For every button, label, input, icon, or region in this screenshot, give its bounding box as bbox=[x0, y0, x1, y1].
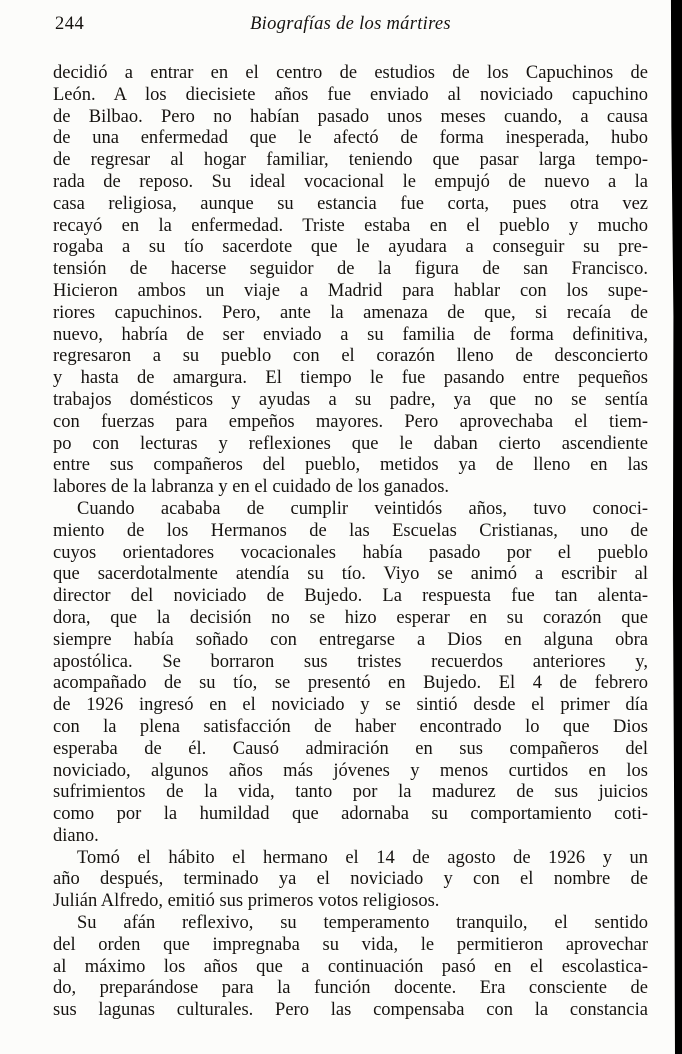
running-title: Biografías de los mártires bbox=[250, 14, 451, 34]
text-line: rada de reposo. Su ideal vocacional le empujó de nuevo a la bbox=[53, 171, 648, 192]
text-line: con la plena satisfacción de haber encontrado lo que Dios bbox=[53, 716, 648, 737]
text-line: de Bilbao. Pero no habían pasado unos meses cuando, a causa bbox=[53, 106, 648, 127]
text-line: que sacerdotalmente atendía su tío. Viyo se animó a escribir al bbox=[53, 564, 648, 585]
text-line: al máximo los años que a continuación pasó en el escolastica- bbox=[53, 956, 648, 977]
text-line: miento de los Hermanos de las Escuelas Cristianas, uno de bbox=[53, 520, 648, 541]
text-line: de una enfermedad que le afectó de forma inesperada, hubo bbox=[53, 128, 648, 149]
page-text bbox=[53, 63, 648, 1022]
text-line: riores capuchinos. Pero, ante la amenaza de que, si recaía de bbox=[53, 302, 648, 323]
text-line: como por la humildad que adornaba su comportamiento coti- bbox=[53, 804, 648, 825]
text-line: apostólica. Se borraron sus tristes recuerdos anteriores y, bbox=[53, 651, 648, 672]
text-line: trabajos domésticos y ayudas a su padre, ya que no se sentía bbox=[53, 389, 648, 410]
text-line: acompañado de su tío, se presentó en Bujedo. El 4 de febrero bbox=[53, 673, 648, 694]
text-line: de 1926 ingresó en el noviciado y se sintió desde el primer día bbox=[53, 695, 648, 716]
page-number: 244 bbox=[55, 14, 85, 34]
text-line: siempre había soñado con entregarse a Dios en alguna obra bbox=[53, 629, 648, 650]
text-line: nuevo, habría de ser enviado a su familia de forma definitiva, bbox=[53, 324, 648, 345]
page-header bbox=[53, 13, 648, 37]
text-line: esperaba de él. Causó admiración en sus compañeros del bbox=[53, 738, 648, 759]
text-line: Su afán reflexivo, su temperamento tranquilo, el sentido bbox=[77, 913, 648, 934]
text-line: León. A los diecisiete años fue enviado al noviciado capuchino bbox=[53, 84, 648, 105]
text-line: de regresar al hogar familiar, teniendo que pasar larga tempo- bbox=[53, 150, 648, 171]
text-line: noviciado, algunos años más jóvenes y menos curtidos en los bbox=[53, 760, 648, 781]
text-line: cuyos orientadores vocacionales había pasado por el pueblo bbox=[53, 542, 648, 563]
text-line: decidió a entrar en el centro de estudios de los Capuchinos de bbox=[53, 63, 648, 83]
text-line: dora, que la decisión no se hizo esperar en su corazón que bbox=[53, 607, 648, 628]
text-line: sus lagunas culturales. Pero las compensaba con la constancia bbox=[53, 1000, 648, 1021]
text-line: labores de la labranza y en el cuidado de los ganados. bbox=[53, 477, 450, 498]
text-line: rogaba a su tío sacerdote que le ayudara a conseguir su pre- bbox=[53, 237, 648, 258]
paragraph bbox=[53, 848, 648, 913]
text-line: sufrimientos de la vida, tanto por la madurez de sus juicios bbox=[53, 782, 648, 803]
text-line: del orden que impregnaba su vida, le permitieron aprovechar bbox=[53, 934, 648, 955]
paragraph bbox=[53, 913, 648, 1022]
scan-edge-artifact bbox=[669, 0, 682, 1054]
text-line: diano. bbox=[53, 825, 99, 846]
text-line: do, preparándose para la función docente. Era consciente de bbox=[53, 978, 648, 999]
text-line: po con lecturas y reflexiones que le daban cierto ascendiente bbox=[53, 433, 648, 454]
text-line: entre sus compañeros del pueblo, metidos ya de lleno en las bbox=[53, 455, 648, 476]
text-line: tensión de hacerse seguidor de la figura de san Francisco. bbox=[53, 259, 648, 280]
text-line: Julián Alfredo, emitió sus primeros votos religiosos. bbox=[53, 891, 440, 912]
text-line: Cuando acababa de cumplir veintidós años, tuvo conoci- bbox=[77, 498, 648, 519]
paragraph bbox=[53, 63, 648, 499]
text-line: regresaron a su pueblo con el corazón lleno de desconcierto bbox=[53, 346, 648, 367]
text-line: año después, terminado ya el noviciado y con el nombre de bbox=[53, 869, 648, 890]
text-line: recayó en la enfermedad. Triste estaba en el pueblo y mucho bbox=[53, 215, 648, 236]
text-line: Hicieron ambos un viaje a Madrid para hablar con los supe- bbox=[53, 280, 648, 301]
text-line: casa religiosa, aunque su estancia fue corta, pues otra vez bbox=[53, 193, 648, 214]
text-line: Tomó el hábito el hermano el 14 de agosto de 1926 y un bbox=[77, 847, 648, 868]
text-line: y hasta de amargura. El tiempo le fue pasando entre pequeños bbox=[53, 368, 648, 389]
text-line: con fuerzas para empeños mayores. Pero aprovechaba el tiem- bbox=[53, 411, 648, 432]
text-line: director del noviciado de Bujedo. La respuesta fue tan alenta- bbox=[53, 586, 648, 607]
paragraph bbox=[53, 499, 648, 848]
